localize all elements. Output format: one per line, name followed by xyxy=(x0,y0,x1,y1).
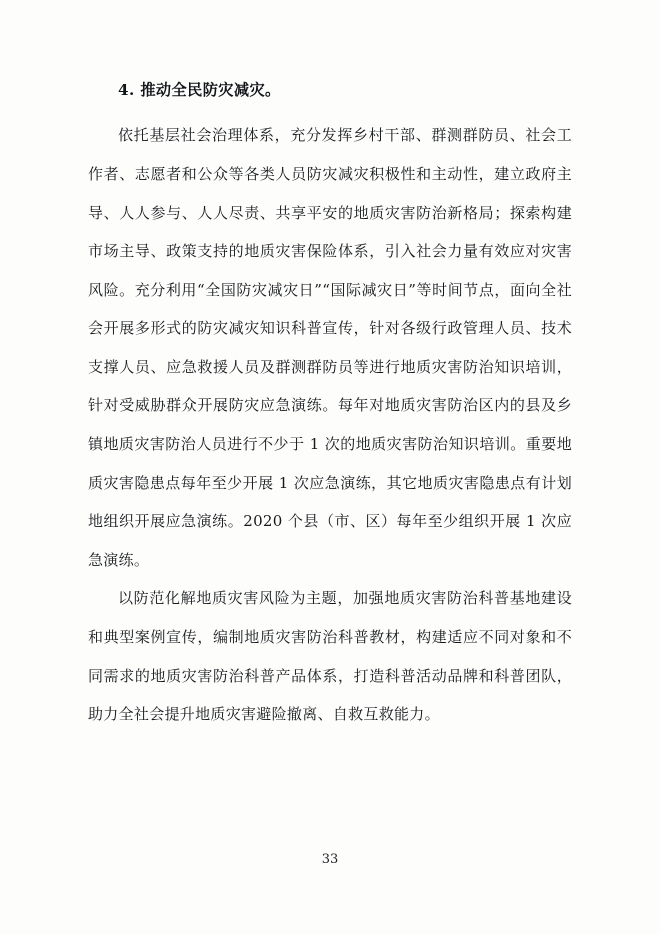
body-paragraph-2: 以防范化解地质灾害风险为主题，加强地质灾害防治科普基地建设和典型案例宣传，编制地质灾害防治科普教材，构建适应不同对象和不同需求的地质灾害防治科普产品体系，打造科普活动品牌和科普团队，助力全社会提升地质灾害避险撤离、自救互救能力。 xyxy=(88,589,572,724)
body-paragraph-1: 依托基层社会治理体系，充分发挥乡村干部、群测群防员、社会工作者、志愿者和公众等各类人员防灾减灾积极性和主动性，建立政府主导、人人参与、人人尽责、共享平安的地质灾害防治新格局；探索构建市场主导、政策支持的地质灾害保险体系，引入社会力量有效应对灾害风险。充分利用“全国防灾减灾日”“国际减灾日”等时间节点，面向全社会开展多形式的防灾减灾知识科普宣传，针对各级行政管理人员、技术支撑人员、应急救援人员及群测群防员等进行地质灾害防治知识培训，针对受威胁群众开展防灾应急演练。每年对地质灾害防治区内的县及乡镇地质灾害防治人员进行不少于 1 次的地质灾害防治知识培训。重要地质灾害隐患点每年至少开展 1 次应急演练，其它地质灾害隐患点有计划地组织开展应急演练。2020 个县（市、区）每年至少组织开展 1 次应急演练。 xyxy=(88,126,572,569)
page-number: 33 xyxy=(321,852,339,867)
section-heading: 4. 推动全民防灾减灾。 xyxy=(118,81,281,99)
page-content xyxy=(88,78,572,734)
